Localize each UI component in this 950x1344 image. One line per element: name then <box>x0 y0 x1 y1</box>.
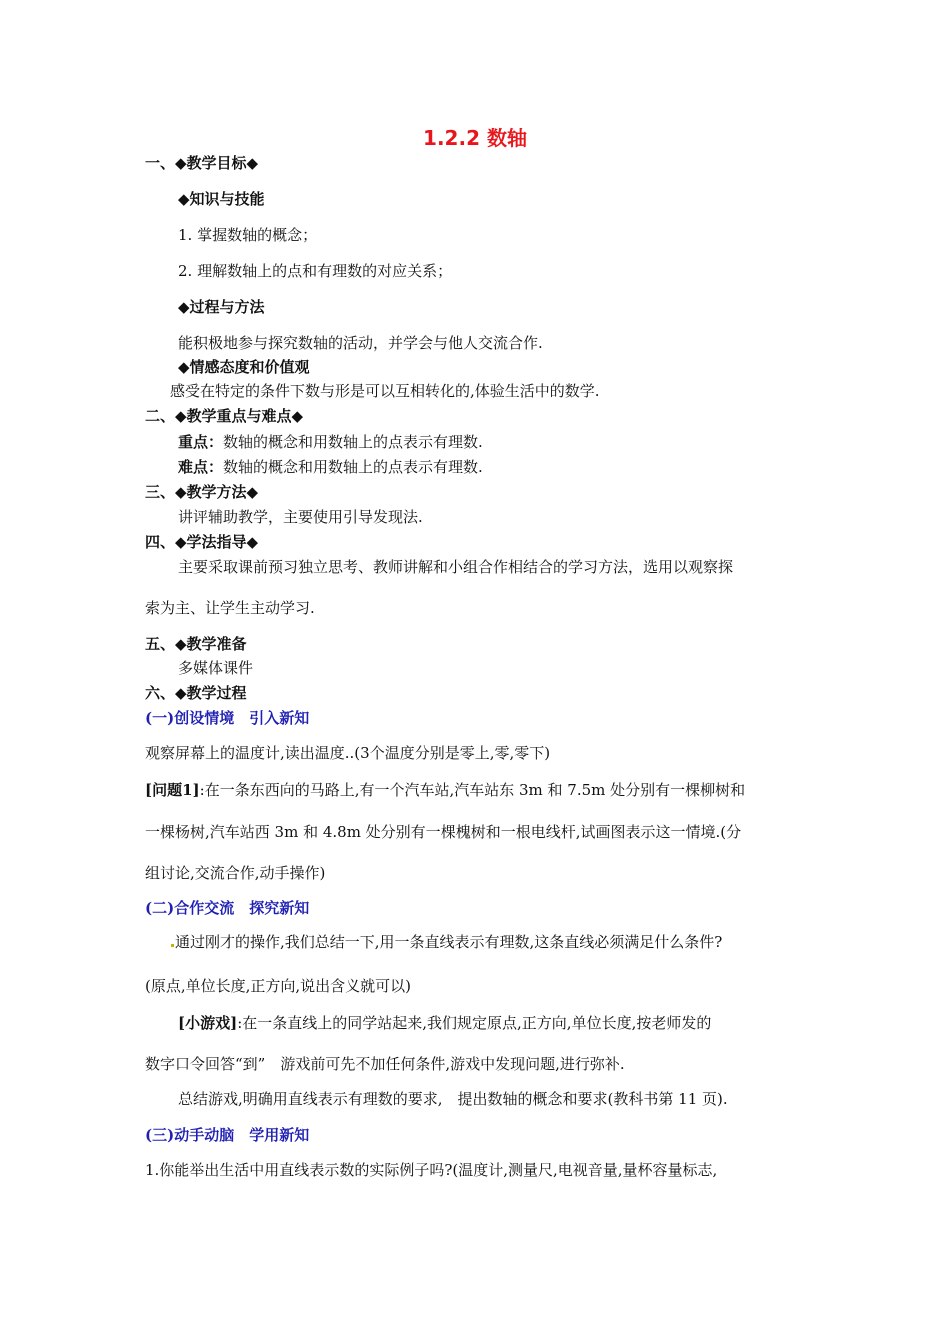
part-2-line-2: (原点,单位长度,正方向,说出含义就可以) <box>145 977 412 995</box>
part-2-line-1-text: 通过刚才的操作,我们总结一下,用一条直线表示有理数,这条直线必须满足什么条件? <box>175 933 723 951</box>
question-1-line-1 <box>145 780 745 800</box>
section-3-heading: 三、◆教学方法◆ <box>145 483 259 501</box>
knowledge-heading: ◆知识与技能 <box>178 190 265 208</box>
question-1-label: [问题1] <box>145 781 200 799</box>
game-line-1 <box>178 1013 711 1033</box>
part-3-line-1: 1.你能举出生活中用直线表示数的实际例子吗?(温度计,测量尺,电视音量,量杯容量标志, <box>145 1161 718 1179</box>
emotion-heading: ◆情感态度和价值观 <box>178 358 310 376</box>
key-text: 数轴的概念和用数轴上的点表示有理数. <box>223 433 483 451</box>
part-2-heading: (二)合作交流 探究新知 <box>145 899 310 917</box>
section-4-heading: 四、◆学法指导◆ <box>145 533 259 551</box>
game-label: [小游戏] <box>178 1014 238 1032</box>
goal-item-2: 2. 理解数轴上的点和有理数的对应关系； <box>178 262 453 280</box>
difficult-label: 难点： <box>178 458 224 476</box>
part-1-line-1: 观察屏幕上的温度计,读出温度..(3个温度分别是零上,零,零下) <box>145 744 551 762</box>
key-point <box>178 432 483 452</box>
game-text: :在一条直线上的同学站起来,我们规定原点,正方向,单位长度,按老师发的 <box>237 1014 712 1032</box>
key-label: 重点： <box>178 433 224 451</box>
section-5-heading: 五、◆教学准备 <box>145 635 247 653</box>
study-guide-line-1: 主要采取课前预习独立思考、教师讲解和小组合作相结合的学习方法，选用以观察探 <box>178 558 734 576</box>
section-1-heading: 一、◆教学目标◆ <box>145 154 259 172</box>
preparation-text: 多媒体课件 <box>178 659 254 677</box>
difficult-text: 数轴的概念和用数轴上的点表示有理数. <box>223 458 483 476</box>
part-3-heading: (三)动手动脑 学用新知 <box>145 1126 310 1144</box>
page-title: 1.2.2 数轴 <box>423 126 527 150</box>
process-text: 能积极地参与探究数轴的活动，并学会与他人交流合作. <box>178 334 543 352</box>
game-line-2: 数字口令回答“到” 游戏前可先不加任何条件,游戏中发现问题,进行弥补. <box>145 1055 625 1073</box>
part-2-line-1 <box>170 932 722 952</box>
question-1-line-2: 一棵杨树,汽车站西 3m 和 4.8m 处分别有一棵槐树和一根电线杆,试画图表示这一情境.(分 <box>145 823 742 841</box>
part-1-heading: (一)创设情境 引入新知 <box>145 709 310 727</box>
process-heading: ◆过程与方法 <box>178 298 265 316</box>
difficult-point <box>178 457 483 477</box>
emotion-text: 感受在特定的条件下数与形是可以互相转化的,体验生活中的数学. <box>170 382 600 400</box>
section-6-heading: 六、◆教学过程 <box>145 684 247 702</box>
bullet-mark <box>171 944 174 947</box>
question-1-text: :在一条东西向的马路上,有一个汽车站,汽车站东 3m 和 7.5m 处分别有一棵柳树和 <box>199 781 746 799</box>
goal-item-1: 1. 掌握数轴的概念； <box>178 226 318 244</box>
question-1-line-3: 组讨论,交流合作,动手操作) <box>145 864 326 882</box>
study-guide-line-2: 索为主、让学生主动学习. <box>145 599 315 617</box>
section-2-heading: 二、◆教学重点与难点◆ <box>145 407 304 425</box>
method-text: 讲评辅助教学，主要使用引导发现法. <box>178 508 423 526</box>
part-2-line-3: 总结游戏,明确用直线表示有理数的要求, 提出数轴的概念和要求(教科书第 11 页). <box>178 1090 728 1108</box>
